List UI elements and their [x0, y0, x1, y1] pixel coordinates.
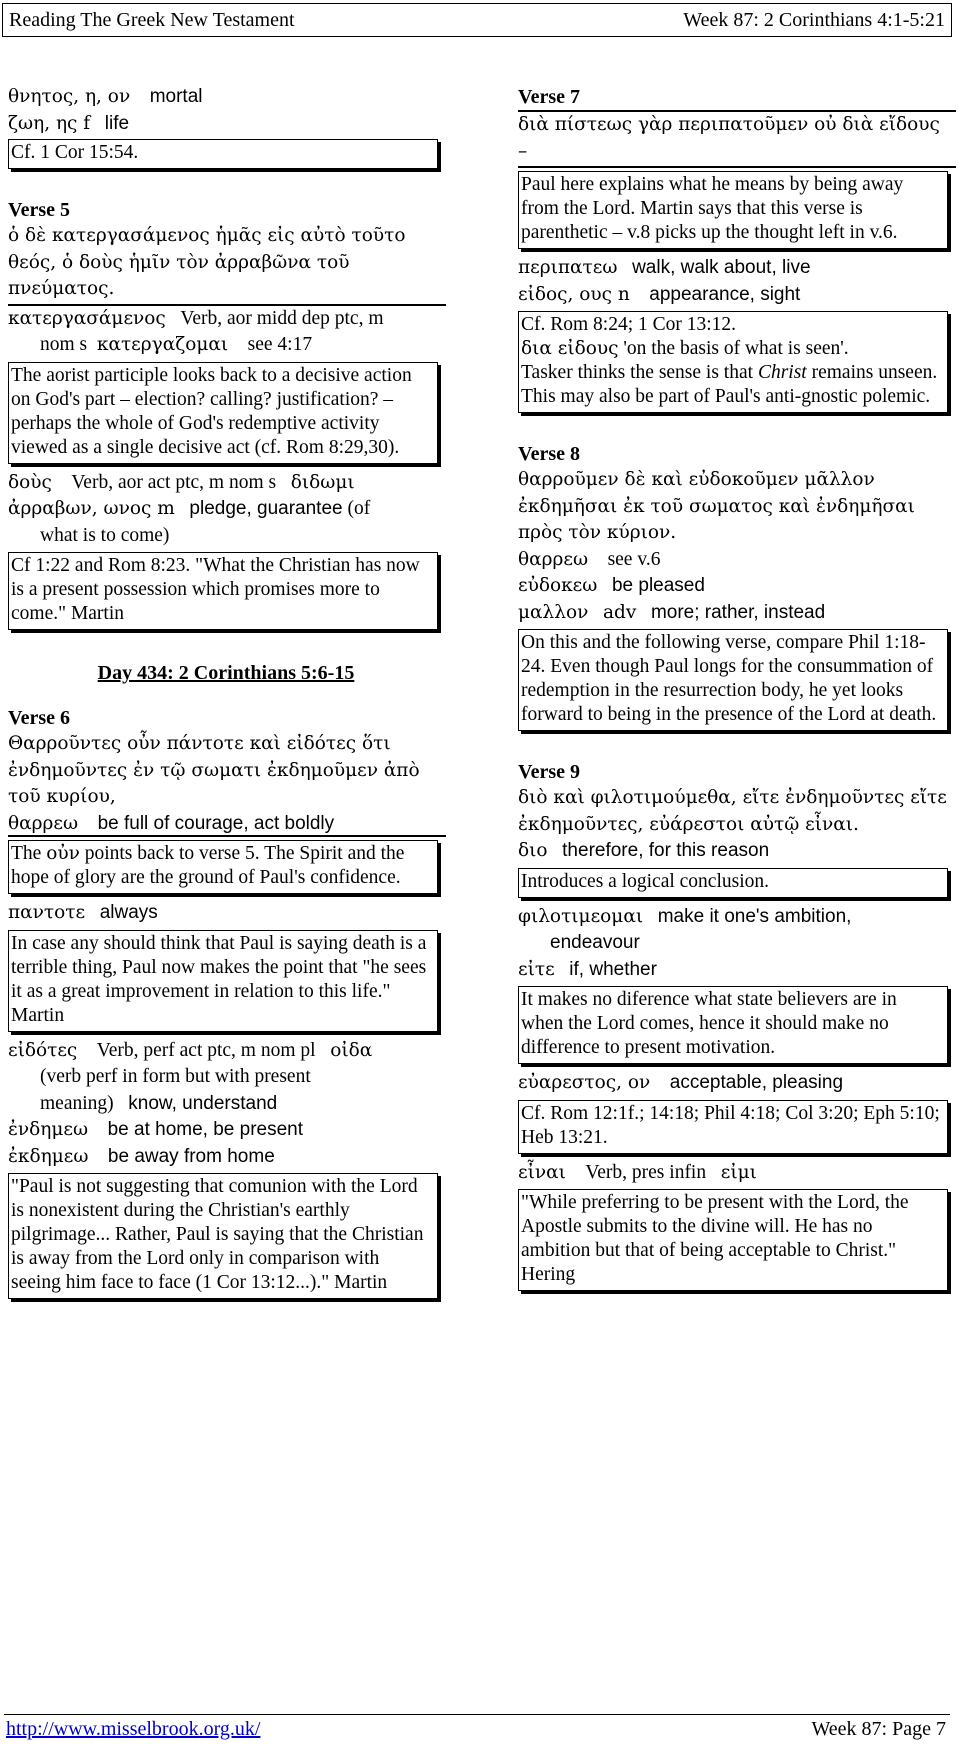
greek-word: εἰδος, ους n — [518, 283, 630, 305]
parsing: meaning) — [40, 1092, 114, 1114]
page-header — [2, 3, 952, 37]
vocab-entry — [8, 470, 444, 497]
gloss: know, understand — [128, 1092, 278, 1114]
gloss: be away from home — [107, 1145, 275, 1167]
lexical-form: εἰμι — [720, 1161, 757, 1183]
vocab-entry-cont — [518, 930, 954, 957]
note-box: The aorist participle looks back to a decisive action on God's part – election? calling? justification? – perhaps the whole of God's redemptive activity viewed as a single decisive act (cf. Rom 8:29,30). — [8, 362, 438, 464]
note-text: remains unseen. This may also be part of Paul's anti-gnostic polemic. — [521, 362, 938, 407]
greek-word: εἰτε — [518, 958, 555, 980]
lexical-form: διδωμι — [290, 471, 355, 493]
parsing: Verb, aor act ptc, m nom s — [71, 471, 277, 493]
vocab-entry — [8, 900, 444, 927]
greek-word: δια εἰδους — [521, 338, 619, 359]
gloss: be full of courage, act boldly — [97, 812, 335, 834]
vocab-entry — [518, 1160, 954, 1187]
greek-word: θαρρεω — [8, 812, 79, 834]
gloss: walk, walk about, live — [632, 257, 811, 278]
greek-word: θαρρεω — [518, 548, 589, 570]
parsing: Verb, aor midd dep ptc, m — [180, 307, 384, 329]
greek-word: ἀρραβων, ωνος m — [8, 498, 175, 519]
greek-word: φιλοτιμεομαι — [518, 905, 644, 927]
note-emphasis: Christ — [757, 362, 807, 383]
greek-word: μαλλον — [518, 601, 589, 623]
gloss: always — [99, 902, 158, 923]
vocab-entry-cont — [8, 523, 444, 550]
greek-word: ζωη, ης f — [8, 112, 91, 134]
vocab-entry — [8, 1144, 444, 1171]
greek-word: οὐν — [46, 843, 80, 864]
lexical-form: οἰδα — [330, 1039, 373, 1061]
parsing: nom s — [40, 334, 88, 355]
parsing: Verb, perf act ptc, m nom pl — [96, 1039, 316, 1061]
greek-word: εἰδότες — [8, 1039, 78, 1061]
verse-heading: Verse 8 — [518, 443, 581, 465]
verse-heading: Verse 9 — [518, 761, 581, 783]
note-box — [8, 840, 438, 894]
gloss-note: what is to come) — [40, 524, 170, 546]
gloss: make it one's ambition, — [657, 905, 852, 927]
gloss: pledge, guarantee — [189, 498, 343, 519]
gloss-note: (of — [347, 498, 371, 519]
gloss: acceptable, pleasing — [669, 1072, 844, 1093]
vocab-entry — [518, 282, 954, 309]
verse-heading: Verse 5 — [8, 199, 71, 221]
note-box: On this and the following verse, compare Phil 1:18-24. Even though Paul longs for the consummation of redemption in the resurrection body, he yet looks forward to being in the presence of the Lord at death. — [518, 629, 948, 731]
greek-word: εὐαρεστος, ον — [518, 1072, 651, 1093]
vocab-entry — [518, 255, 954, 282]
document-title: Reading The Greek New Testament — [9, 9, 295, 31]
gloss: life — [104, 112, 130, 134]
footer-divider — [4, 1714, 950, 1715]
verse-text: Θαρροῦντες οὖν πάντοτε καὶ εἰδότες ὅτι ἐνδημοῦντες ἐν τῷ σωματι ἐκδημοῦμεν ἀπὸ τοῦ κυρίου, — [8, 733, 420, 807]
greek-word: εἶναι — [518, 1161, 566, 1183]
vocab-entry — [518, 573, 954, 600]
greek-word: περιπατεω — [518, 257, 618, 278]
lexical-form: κατεργαζομαι — [96, 334, 229, 355]
verse-heading: Verse 6 — [8, 707, 71, 729]
divider — [518, 166, 956, 168]
vocab-entry — [8, 1038, 444, 1065]
vocab-entry-cont — [8, 332, 444, 359]
verse-text: διὸ καὶ φιλοτιμούμεθα, εἴτε ἐνδημοῦντες εἴτε ἐκδημοῦντες, εὐάρεστοι αὐτῷ εἶναι. — [518, 787, 947, 835]
vocab-entry — [518, 600, 954, 627]
note-text: Tasker thinks the sense is that — [521, 362, 758, 383]
greek-word: ἐκδημεω — [8, 1145, 89, 1167]
note-box: "Paul is not suggesting that comunion with the Lord is nonexistent during the Christian's earthly pilgrimage... Rather, Paul is saying that the Christian is away from the Lord only in comparison with seeing him face to face (1 Cor 13:12...)." Martin — [8, 1173, 438, 1299]
greek-word: διο — [518, 840, 548, 861]
greek-word: κατεργασάμενος — [8, 307, 166, 329]
gloss: more; rather, instead — [650, 601, 826, 623]
verse-heading: Verse 7 — [518, 86, 581, 108]
note-box: Cf. 1 Cor 15:54. — [8, 139, 438, 169]
note-box: Cf. Rom 12:1f.; 14:18; Phil 4:18; Col 3:20; Eph 5:10; Heb 13:21. — [518, 1100, 948, 1154]
note-box: Cf 1:22 and Rom 8:23. "What the Christian has now is a present possession which promises more to come." Martin — [8, 552, 438, 630]
day-title: Day 434: 2 Corinthians 5:6-15 — [97, 662, 355, 684]
vocab-entry — [8, 111, 444, 138]
gloss: therefore, for this reason — [562, 840, 770, 861]
week-reference: Week 87: 2 Corinthians 4:1-5:21 — [683, 9, 945, 31]
right-column — [518, 84, 954, 1297]
page-number: Week 87: Page 7 — [811, 1718, 946, 1740]
vocab-entry — [8, 811, 444, 838]
vocab-entry — [8, 84, 444, 111]
verse-text: ὁ δὲ κατεργασάμενος ἡμᾶς εἰς αὐτὸ τοῦτο θεός, ὁ δοὺς ἡμῖν τὸν ἀρραβῶνα τοῦ πνεύματος. — [8, 225, 406, 299]
vocab-entry — [518, 547, 954, 574]
verse-text: θαρροῦμεν δὲ καὶ εὐδοκοῦμεν μᾶλλον ἐκδημῆσαι ἐκ τοῦ σωματος καὶ ἐνδημῆσαι πρὸς τὸν κύριον. — [518, 469, 915, 543]
parsing: (verb perf in form but with present — [40, 1066, 311, 1087]
parsing: Verb, pres infin — [585, 1161, 707, 1183]
left-column — [8, 84, 444, 1305]
note-box: Introduces a logical conclusion. — [518, 868, 948, 898]
note-text: The — [11, 843, 47, 864]
note-box: In case any should think that Paul is saying death is a terrible thing, Paul now makes the point that "he sees it as a great improvement in relation to this life." Martin — [8, 930, 438, 1032]
note-box: Paul here explains what he means by being away from the Lord. Martin says that this verse is parenthetic – v.8 picks up the thought left in v.6. — [518, 171, 948, 249]
greek-word: ἐνδημεω — [8, 1119, 89, 1140]
cross-ref: see 4:17 — [247, 334, 313, 355]
vocab-entry-cont — [8, 1091, 444, 1118]
vocab-entry — [8, 306, 444, 333]
note-text: points back to verse 5. The Spirit and the hope of glory are the ground of Paul's confidence. — [11, 843, 405, 888]
gloss: if, whether — [569, 958, 657, 980]
website-link[interactable]: http://www.misselbrook.org.uk/ — [6, 1718, 261, 1740]
greek-word: παντοτε — [8, 902, 86, 923]
greek-word: εὐδοκεω — [518, 575, 598, 596]
note-text: 'on the basis of what is seen'. — [618, 338, 849, 359]
note-box — [518, 311, 948, 413]
vocab-entry — [518, 838, 954, 865]
note-text: Cf. Rom 8:24; 1 Cor 13:12. — [521, 314, 737, 335]
note-box: "While preferring to be present with the Lord, the Apostle submits to the divine will. He has no ambition but that of being acceptable to Christ." Hering — [518, 1189, 948, 1291]
vocab-entry — [8, 496, 444, 523]
vocab-entry — [518, 904, 954, 931]
greek-word: δοὺς — [8, 471, 52, 493]
verse-text: διὰ πίστεως γὰρ περιπατοῦμεν οὐ διὰ εἴδους – — [518, 114, 940, 162]
gloss: be at home, be present — [107, 1119, 304, 1140]
vocab-entry — [518, 1070, 954, 1097]
greek-word: θνητος, η, ον — [8, 86, 131, 107]
vocab-entry — [518, 957, 954, 984]
gloss: mortal — [149, 86, 203, 107]
gloss: be pleased — [611, 575, 705, 596]
vocab-entry-cont — [8, 1064, 444, 1091]
cross-ref: see v.6 — [607, 548, 661, 570]
vocab-entry — [8, 1117, 444, 1144]
gloss: endeavour — [550, 932, 640, 953]
note-box: It makes no diference what state believers are in when the Lord comes, hence it should make no difference to present motivation. — [518, 986, 948, 1064]
part-of-speech: adv — [602, 601, 637, 623]
gloss: appearance, sight — [649, 283, 801, 305]
